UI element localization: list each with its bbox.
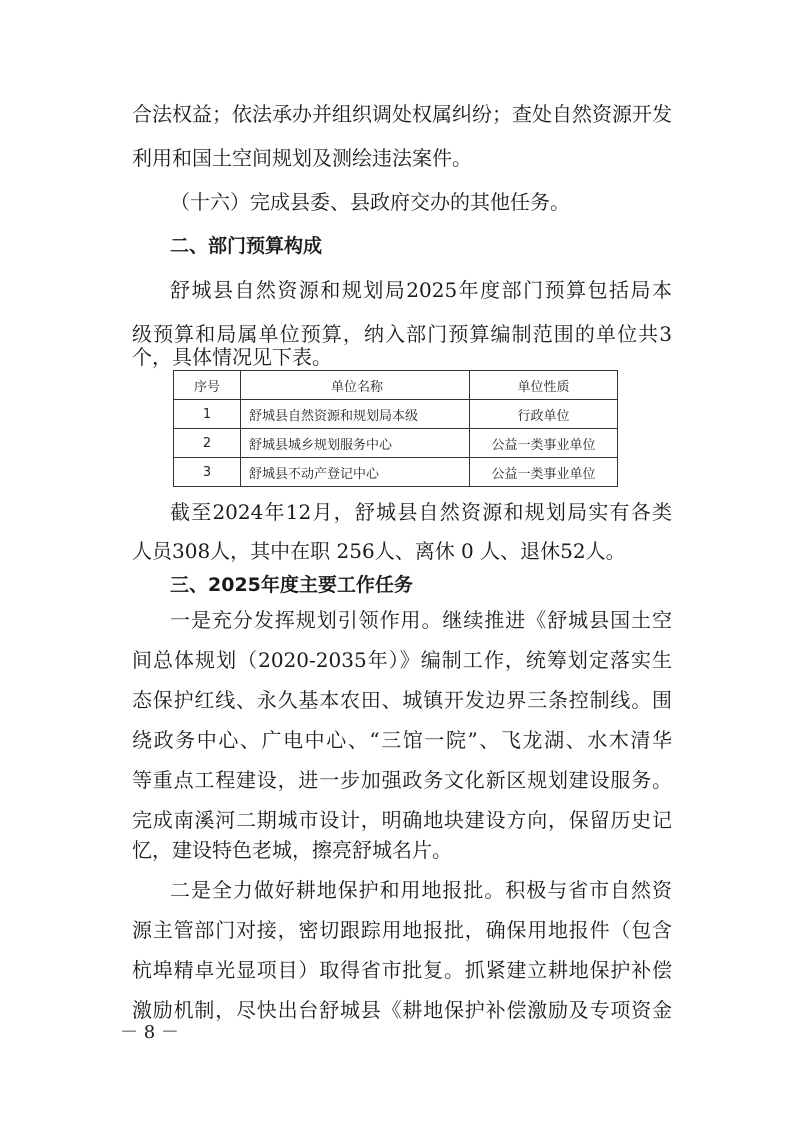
table-row xyxy=(174,400,618,429)
body-text-line: 忆，建设特色老城，擦亮舒城名片。 xyxy=(132,838,452,862)
body-text-line: 截至2024年12月，舒城县自然资源和规划局实有各类 xyxy=(170,500,672,524)
body-text-line: 合法权益；依法承办并组织调处权属纠纷；查处自然资源开发 xyxy=(132,102,672,126)
section-heading: 三、2025年度主要工作任务 xyxy=(170,574,413,596)
body-text-line: 个，具体情况见下表。 xyxy=(132,345,332,369)
table-cell: 2 xyxy=(174,429,241,458)
body-text-line: 二是全力做好耕地保护和用地报批。积极与省市自然资 xyxy=(170,878,672,902)
section-heading: 二、部门预算构成 xyxy=(170,235,323,257)
table-cell: 公益一类事业单位 xyxy=(470,429,618,458)
body-text-line: 间总体规划（2020-2035年）》编制工作，统筹划定落实生 xyxy=(132,648,672,672)
column-header: 序号 xyxy=(174,371,241,400)
body-text-line: 舒城县自然资源和规划局2025年度部门预算包括局本 xyxy=(170,278,672,302)
body-text-line: 级预算和局属单位预算，纳入部门预算编制范围的单位共3 xyxy=(132,322,672,346)
table-cell: 舒城县自然资源和规划局本级 xyxy=(241,400,470,429)
body-text-line: 完成南溪河二期城市设计，明确地块建设方向，保留历史记 xyxy=(132,808,672,832)
table-row xyxy=(174,429,618,458)
table-cell: 公益一类事业单位 xyxy=(470,458,618,487)
table-cell: 舒城县不动产登记中心 xyxy=(241,458,470,487)
body-text-line: 等重点工程建设，进一步加强政务文化新区规划建设服务。 xyxy=(132,768,672,792)
table-row xyxy=(174,458,618,487)
column-header: 单位名称 xyxy=(241,371,470,400)
body-text-line: （十六）完成县委、县政府交办的其他任务。 xyxy=(170,190,570,214)
column-header: 单位性质 xyxy=(470,371,618,400)
body-text-line: 激励机制，尽快出台舒城县《耕地保护补偿激励及专项资金 xyxy=(132,998,672,1022)
body-text-line: 一是充分发挥规划引领作用。继续推进《舒城县国土空 xyxy=(170,608,672,632)
body-text-line: 利用和国土空间规划及测绘违法案件。 xyxy=(132,146,472,170)
table-cell: 行政单位 xyxy=(470,400,618,429)
body-text-line: 态保护红线、永久基本农田、城镇开发边界三条控制线。围 xyxy=(132,688,672,712)
body-text-line: 人员308人，其中在职 256人、离休 0 人、退休52人。 xyxy=(132,539,626,563)
table-cell: 舒城县城乡规划服务中心 xyxy=(241,429,470,458)
table-cell: 3 xyxy=(174,458,241,487)
table-header-row xyxy=(174,371,618,400)
body-text-line: 杭埠精卓光显项目）取得省市批复。抓紧建立耕地保护补偿 xyxy=(132,958,672,982)
body-text-line: 源主管部门对接，密切跟踪用地报批，确保用地报件（包含 xyxy=(132,918,672,942)
table-cell: 1 xyxy=(174,400,241,429)
body-text-line: 绕政务中心、广电中心、“三馆一院”、飞龙湖、水木清华 xyxy=(132,728,672,752)
unit-table xyxy=(173,370,618,487)
page-number: － 8 － xyxy=(120,1022,179,1043)
